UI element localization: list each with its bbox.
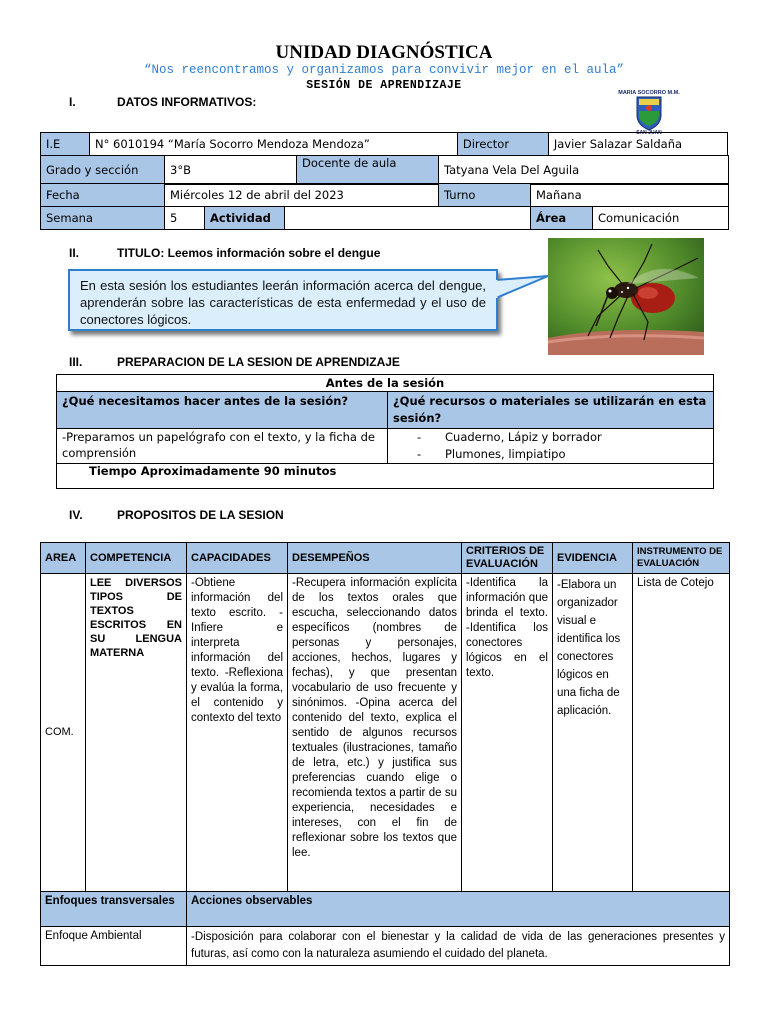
director-value: Javier Salazar Saldaña	[548, 133, 727, 156]
header-capacidades: CAPACIDADES	[187, 543, 288, 574]
info-table-row2	[40, 155, 729, 185]
prep-materials	[388, 429, 714, 464]
document-subtitle: SESIÓN DE APRENDIZAJE	[306, 79, 462, 92]
header-competencia: COMPETENCIA	[86, 543, 187, 574]
svg-text:MARIA SOCORRO M.M.: MARIA SOCORRO M.M.	[618, 90, 680, 96]
turno-label: Turno	[439, 184, 531, 207]
docente-label: Docente de aula	[297, 156, 439, 185]
actividad-value	[285, 207, 531, 230]
prep-col1-value: -Preparamos un papelógrafo con el texto, y la ficha de comprensión	[57, 429, 388, 464]
cell-evidencia: -Elabora un organizador visual e identifica los conectores lógicos en una ficha de aplicación.	[553, 574, 633, 892]
material-item: - Plumones, limpiatipo	[417, 447, 566, 461]
actividad-label: Actividad	[205, 207, 285, 230]
semana-value: 5	[165, 207, 205, 230]
ie-label: I.E	[41, 133, 90, 156]
prep-header: Antes de la sesión	[57, 375, 714, 392]
document-motto: “Nos reencontramos y organizamos para convivir mejor en el aula”	[143, 63, 625, 77]
cell-desempenos: -Recupera información explícita de los textos orales que escucha, seleccionando datos específicos (nombres de personas y personajes, acciones, hechos, lugares y fechas), y que presentan vocabulario de uso frecuente y sinónimos. -Opina acerca del contenido del texto, explica el sentido de algunos recursos textuales (ilustraciones, tamaño de letra, etc.) y justifica sus preferencias cuando elige o recomienda textos a partir de su experiencia, necesidades e intereses, con el fin de reflexionar sobre los textos que lee.	[288, 574, 462, 892]
director-label: Director	[457, 133, 548, 156]
fecha-label: Fecha	[41, 184, 165, 207]
header-desempenos: DESEMPEÑOS	[288, 543, 462, 574]
session-summary-callout: En esta sesión los estudiantes leerán información acerca del dengue, aprenderán sobre las características de esta enfermedad y el uso de conectores lógicos.	[68, 269, 498, 331]
school-logo	[612, 85, 686, 135]
ie-value: N° 6010194 “María Socorro Mendoza Mendoza”	[90, 133, 458, 156]
document-title: UNIDAD DIAGNÓSTICA	[275, 42, 493, 63]
turno-value: Mañana	[531, 184, 729, 207]
propositos-table	[40, 542, 730, 966]
prep-col1-header: ¿Qué necesitamos hacer antes de la sesión?	[57, 392, 388, 429]
info-table	[40, 132, 728, 156]
cell-criterios: -Identifica la información que brinda el texto. -Identifica los conectores lógicos en el texto.	[462, 574, 553, 892]
info-table-row3	[40, 183, 729, 207]
mosquito-photo	[548, 238, 704, 355]
cell-instrumento: Lista de Cotejo	[633, 574, 730, 892]
info-table-row4	[40, 206, 729, 230]
acciones-label: Acciones observables	[187, 892, 730, 927]
enfoque-ambiental-text: -Disposición para colaborar con el bienestar y la calidad de vida de las generaciones presentes y futuras, así como con la naturaleza asumiendo el cuidado del planeta.	[187, 927, 730, 966]
fecha-value: Miércoles 12 de abril del 2023	[165, 184, 439, 207]
preparation-table	[56, 374, 714, 489]
prep-time: Tiempo Aproximadamente 90 minutos	[57, 464, 714, 489]
area-label: Área	[531, 207, 593, 230]
enfoques-label: Enfoques transversales	[41, 892, 187, 927]
cell-area: COM.	[41, 574, 86, 892]
area-value: Comunicación	[593, 207, 729, 230]
svg-text:SAN JUAN: SAN JUAN	[636, 130, 662, 135]
cell-competencia: LEE DIVERSOS TIPOS DE TEXTOS ESCRITOS EN SU LENGUA MATERNA	[86, 574, 187, 892]
cell-capacidades: -Obtiene información del texto escrito. -Infiere e interpreta información del texto. -Reflexiona y evalúa la forma, el contenido y contexto del texto	[187, 574, 288, 892]
grado-label: Grado y sección	[41, 156, 165, 185]
enfoque-ambiental-label: Enfoque Ambiental	[41, 927, 187, 966]
semana-label: Semana	[41, 207, 165, 230]
prep-col2-header: ¿Qué recursos o materiales se utilizarán en esta sesión?	[388, 392, 714, 429]
header-instrumento: INSTRUMENTO DE EVALUACIÓN	[633, 543, 730, 574]
header-area: AREA	[41, 543, 86, 574]
material-item: - Cuaderno, Lápiz y borrador	[417, 430, 602, 444]
docente-value: Tatyana Vela Del Aguila	[439, 156, 729, 185]
grado-value: 3°B	[165, 156, 297, 185]
header-evidencia: EVIDENCIA	[553, 543, 633, 574]
callout-pointer	[496, 274, 548, 304]
header-criterios: CRITERIOS DE EVALUACIÓN	[462, 543, 553, 574]
